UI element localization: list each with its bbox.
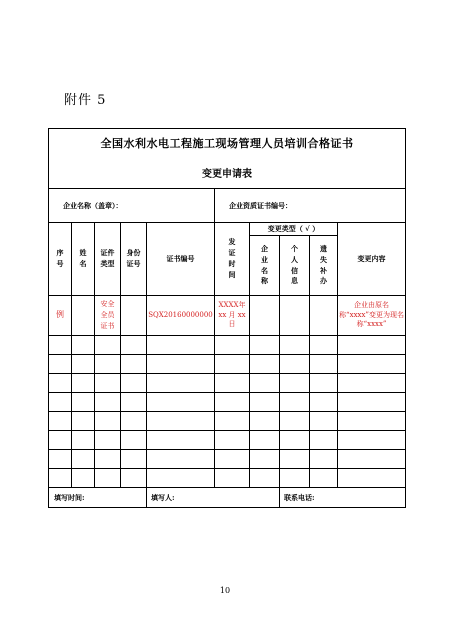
change-application-form <box>48 128 406 508</box>
header-cert-number: 证书编号 <box>147 223 215 296</box>
table-row <box>49 412 406 431</box>
fill-time-field[interactable] <box>49 488 147 508</box>
enterprise-name-field[interactable] <box>49 189 215 223</box>
header-cert-type: 证件类型 <box>95 223 121 296</box>
fill-time-label: 填写时间: <box>54 492 85 502</box>
header-name: 姓名 <box>72 223 95 296</box>
enterprise-cert-field[interactable] <box>215 189 406 223</box>
example-sub-personal-cell[interactable] <box>280 296 310 336</box>
phone-label: 联系电话: <box>284 492 315 502</box>
table-row <box>49 450 406 469</box>
table-row <box>49 431 406 450</box>
example-row <box>49 296 406 336</box>
example-change-content: 企业由原名称“xxxx”变更为现名称“xxxx” <box>338 296 406 336</box>
table-row <box>49 355 406 374</box>
form-title: 全国水利水电工程施工现场管理人员培训合格证书 <box>49 129 406 161</box>
page-number: 10 <box>219 586 231 595</box>
example-name-cell[interactable] <box>72 296 95 336</box>
table-row <box>49 336 406 355</box>
table-row <box>49 374 406 393</box>
header-id-number: 身份证号 <box>121 223 147 296</box>
annex-label: 附件 5 <box>64 93 107 108</box>
enterprise-name-label: 企业名称（盖章）： <box>63 200 123 210</box>
filler-field[interactable] <box>147 488 280 508</box>
form-subtitle: 变更申请表 <box>49 161 406 189</box>
table-row <box>49 393 406 412</box>
footer-row <box>49 488 406 508</box>
header-change-type: 变更类型（ √ ） <box>250 223 338 236</box>
header-change-content: 变更内容 <box>338 223 406 296</box>
example-seq: 例 <box>49 296 72 336</box>
filler-label: 填写人: <box>151 492 175 502</box>
example-cert-number: SQX20160000000 <box>147 296 215 336</box>
enterprise-cert-label: 企业资质证书编号： <box>229 200 292 210</box>
example-id-cell[interactable] <box>121 296 147 336</box>
example-sub-reissue-cell[interactable] <box>310 296 338 336</box>
example-issue-date: XXXX年 xx 月 xx 日 <box>215 296 250 336</box>
header-sub-reissue: 遗失补办 <box>310 236 338 296</box>
example-cert-type: 安全全员证书 <box>95 296 121 336</box>
header-issue-date: 发证时间 <box>215 223 250 296</box>
phone-field[interactable] <box>280 488 406 508</box>
header-sub-enterprise: 企业名称 <box>250 236 280 296</box>
example-sub-enterprise-cell[interactable] <box>250 296 280 336</box>
header-sub-personal: 个人信息 <box>280 236 310 296</box>
header-seq: 序号 <box>49 223 72 296</box>
table-row <box>49 469 406 488</box>
